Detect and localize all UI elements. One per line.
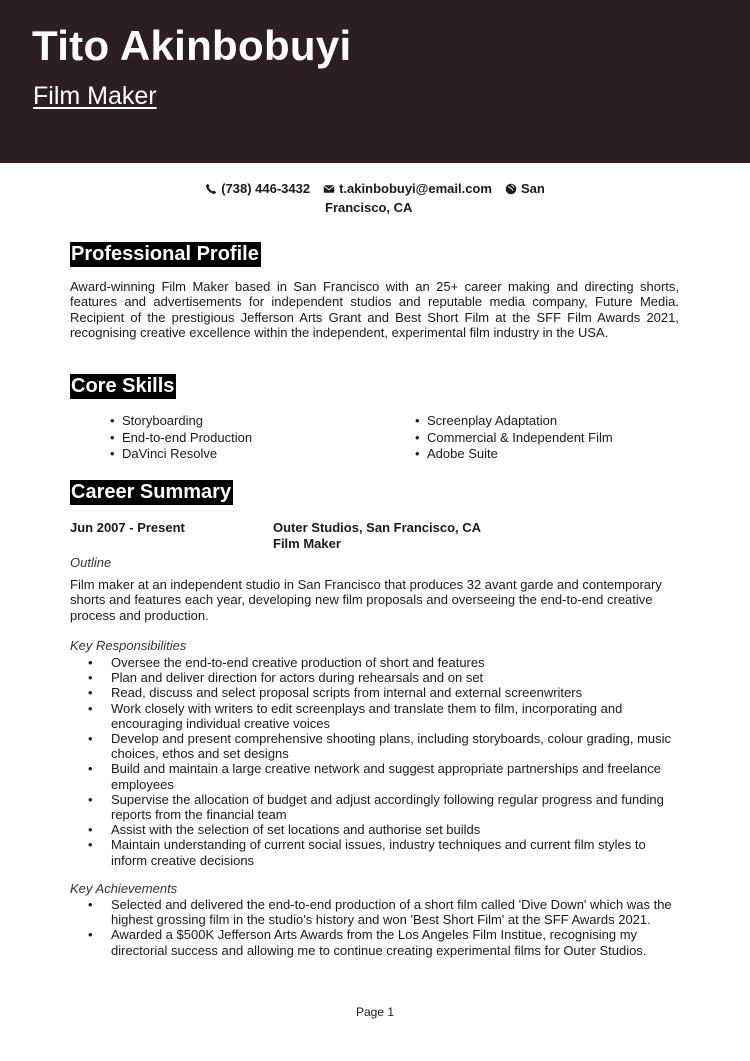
list-item: • Build and maintain a large creative network and suggest appropriate partnerships and freelance employees: [70, 761, 682, 791]
achievements-label: Key Achievements: [70, 881, 178, 896]
contact-email[interactable]: [323, 181, 492, 196]
email-text: t.akinbobuyi@email.com: [339, 181, 492, 196]
phone-icon: [205, 183, 217, 195]
candidate-name: Tito Akinbobuyi: [32, 22, 352, 69]
profile-heading: Professional Profile: [71, 243, 259, 265]
list-item: • Selected and delivered the end-to-end production of a short film called 'Dive Down' which was the highest grossing film in the studio's history and won 'Best Short Film' at the SFF Awards 2021.: [70, 897, 682, 927]
career-heading: Career Summary: [71, 481, 232, 503]
list-item: • Work closely with writers to edit screenplays and translate them to film, incorporating and encouraging individual creative voices: [70, 701, 682, 731]
responsibilities-list: [70, 655, 682, 868]
skills-right-column: [413, 413, 613, 463]
list-item: • Read, discuss and select proposal scripts from internal and external screenwriters: [70, 685, 682, 700]
contact-phone[interactable]: [205, 181, 310, 196]
skills-heading: Core Skills: [71, 375, 175, 397]
skill-item: • Storyboarding: [108, 413, 252, 430]
skills-left-column: [108, 413, 252, 463]
page-number: Page 1: [355, 1005, 395, 1019]
job-date: Jun 2007 - Present: [70, 520, 185, 535]
achievements-list: [70, 897, 682, 958]
responsibilities-label: Key Responsibilities: [70, 638, 187, 653]
outline-label: Outline: [70, 555, 112, 570]
job-role: Film Maker: [273, 536, 341, 551]
resume-header: [0, 0, 750, 163]
skill-item: • Adobe Suite: [413, 446, 613, 463]
phone-text: (738) 446-3432: [221, 181, 311, 196]
list-item: • Oversee the end-to-end creative production of short and features: [70, 655, 682, 670]
outline-text: Film maker at an independent studio in San Francisco that produces 32 avant garde and contemporary shorts and features each year, developing new film proposals and overseeing the end-to-end creative process and production.: [70, 577, 662, 623]
candidate-title: Film Maker: [33, 82, 157, 110]
skill-item: • DaVinci Resolve: [108, 446, 252, 463]
globe-icon: [505, 183, 517, 195]
job-company: Outer Studios, San Francisco, CA: [273, 520, 482, 535]
list-item: • Maintain understanding of current social issues, industry techniques and current film styles to inform creative decisions: [70, 837, 682, 867]
list-item: • Develop and present comprehensive shooting plans, including storyboards, colour grading, music choices, ethos and set designs: [70, 731, 682, 761]
contact-bar: [0, 181, 750, 215]
envelope-icon: [323, 183, 335, 195]
skill-item: • End-to-end Production: [108, 430, 252, 447]
list-item: • Plan and deliver direction for actors during rehearsals and on set: [70, 670, 682, 685]
location-line2: Francisco, CA: [325, 200, 413, 215]
list-item: • Assist with the selection of set locations and authorise set builds: [70, 822, 682, 837]
contact-location: [505, 181, 545, 196]
profile-text: Award-winning Film Maker based in San Francisco with an 25+ career making and directing shorts, features and advertisements for independent studios and reputable media company, Future Media. Recipient of the prestigious Jefferson Arts Grant and Best Short Film at the SFF Film Awards 2021, recognising creative excellence within the independent, experimental film industry in the USA.: [70, 279, 679, 341]
job-company-block: [273, 520, 481, 552]
skill-item: • Commercial & Independent Film: [413, 430, 613, 447]
list-item: • Awarded a $500K Jefferson Arts Awards from the Los Angeles Film Institue, recognising my directorial success and allowing me to continue creating experimental films for Outer Studios.: [70, 927, 682, 957]
list-item: • Supervise the allocation of budget and adjust accordingly following regular progress and funding reports from the financial team: [70, 792, 682, 822]
location-line1: San: [520, 181, 545, 196]
skill-item: • Screenplay Adaptation: [413, 413, 613, 430]
